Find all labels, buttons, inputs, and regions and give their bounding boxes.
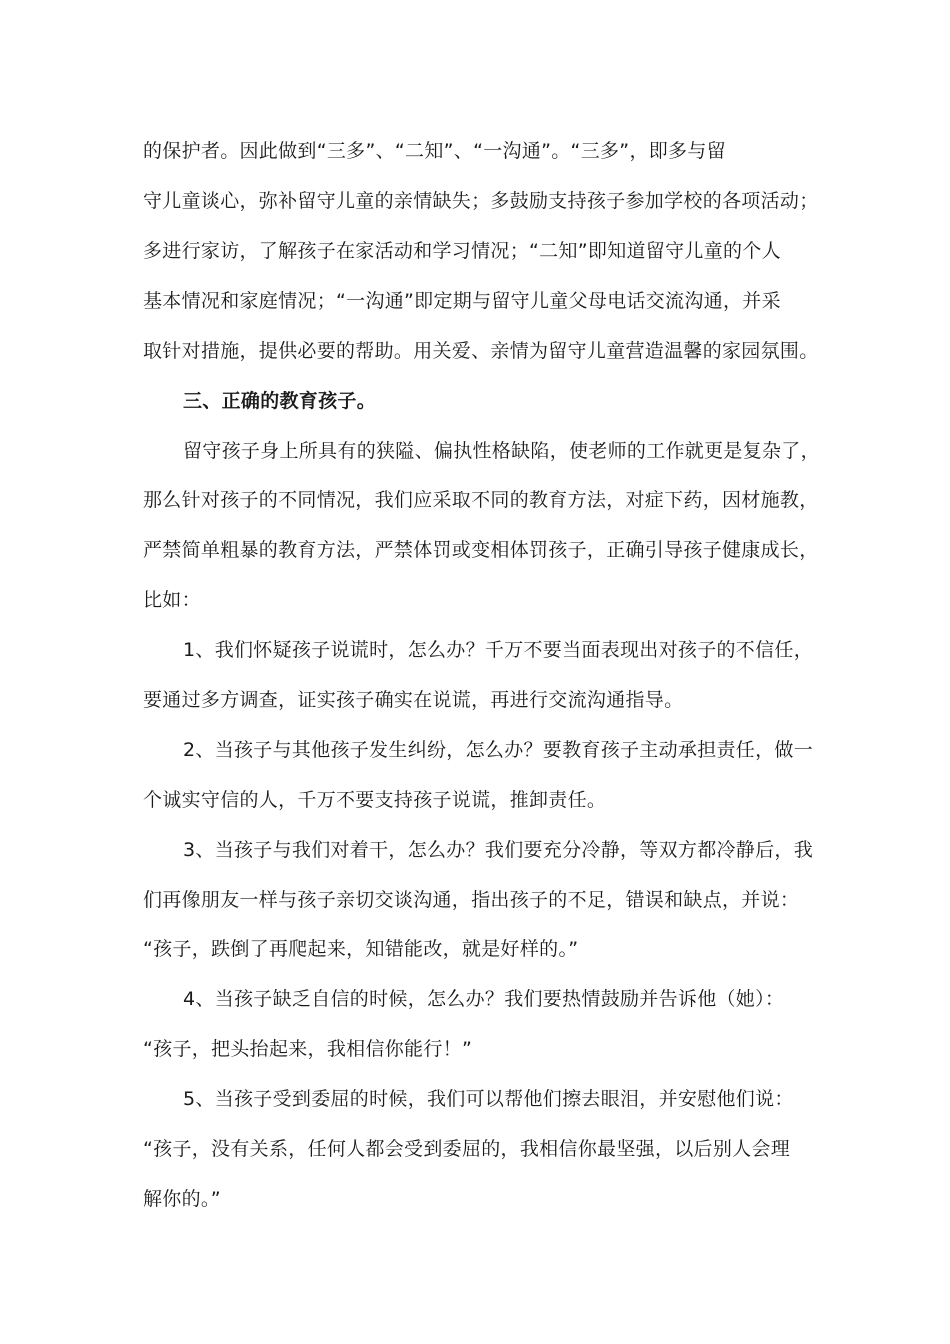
quote-line: “孩子，没有关系，任何人都会受到委屈的，我相信你最坚强，以后别人会理	[143, 1138, 791, 1160]
quote-line: “孩子，跌倒了再爬起来，知错能改，就是好样的。”	[143, 938, 579, 960]
text-line: 个诚实守信的人，千万不要支持孩子说谎，推卸责任。	[143, 789, 607, 811]
text-line: 要通过多方调查，证实孩子确实在说谎，再进行交流沟通指导。	[143, 689, 684, 711]
text-line: 们再像朋友一样与孩子亲切交谈沟通，指出孩子的不足，错误和缺点，并说：	[143, 889, 800, 911]
text-line: 比如：	[143, 589, 201, 611]
text-line: 解你的。”	[143, 1188, 221, 1210]
text-line: 严禁简单粗暴的教育方法，严禁体罚或变相体罚孩子，正确引导孩子健康成长，	[143, 539, 819, 561]
text-line: 基本情况和家庭情况；“一沟通”即定期与留守儿童父母电话交流沟通，并采	[143, 290, 781, 312]
text-line: 的保护者。因此做到“三多”、“二知”、“一沟通”。“三多”，即多与留	[143, 140, 726, 162]
text-line: 那么针对孩子的不同情况，我们应采取不同的教育方法，对症下药，因材施教，	[143, 489, 819, 511]
list-item: 1、我们怀疑孩子说谎时，怎么办？千万不要当面表现出对孩子的不信任，	[183, 639, 813, 661]
list-item: 2、当孩子与其他孩子发生纠纷，怎么办？要教育孩子主动承担责任，做一	[183, 739, 813, 761]
list-item: 4、当孩子缺乏自信的时候，怎么办？我们要热情鼓励并告诉他（她）：	[183, 988, 785, 1010]
quote-line: “孩子，把头抬起来，我相信你能行！”	[143, 1038, 473, 1060]
text-line: 留守孩子身上所具有的狭隘、偏执性格缺陷，使老师的工作就更是复杂了，	[183, 440, 820, 462]
text-line: 守儿童谈心，弥补留守儿童的亲情缺失；多鼓励支持孩子参加学校的各项活动；	[143, 190, 819, 212]
list-item: 3、当孩子与我们对着干，怎么办？我们要充分冷静，等双方都冷静后，我	[183, 839, 813, 861]
text-line: 多进行家访，了解孩子在家活动和学习情况；“二知”即知道留守儿童的个人	[143, 240, 781, 262]
list-item: 5、当孩子受到委屈的时候，我们可以帮他们擦去眼泪，并安慰他们说：	[183, 1088, 794, 1110]
section-heading: 三、正确的教育孩子。	[183, 390, 377, 412]
text-line: 取针对措施，提供必要的帮助。用关爱、亲情为留守儿童营造温馨的家园氛围。	[143, 340, 819, 362]
